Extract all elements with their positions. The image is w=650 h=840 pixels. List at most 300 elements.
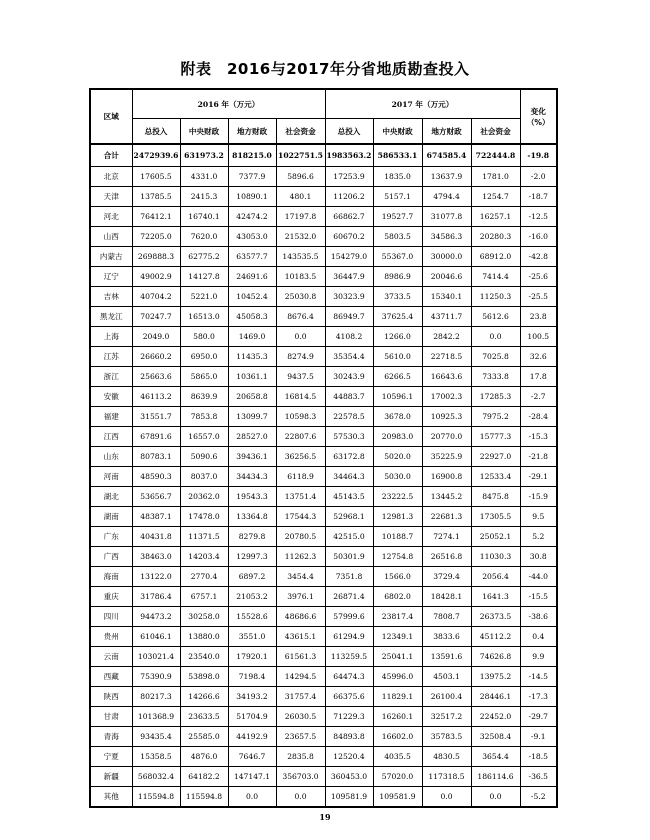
table-cell: 25030.8	[276, 287, 325, 307]
table-cell: 66375.6	[325, 687, 373, 707]
table-cell: 10183.5	[276, 267, 325, 287]
region-name: 吉林	[90, 287, 132, 307]
table-cell: 7975.2	[471, 407, 520, 427]
table-cell: -28.4	[520, 407, 557, 427]
table-cell: 26516.8	[422, 547, 471, 567]
table-cell: 1022751.5	[276, 144, 325, 167]
table-cell: 356703.0	[276, 767, 325, 787]
table-cell: 32517.2	[422, 707, 471, 727]
table-row	[90, 727, 557, 747]
table-cell: 30323.9	[325, 287, 373, 307]
table-cell: 7351.8	[325, 567, 373, 587]
table-cell: 13099.7	[228, 407, 276, 427]
table-cell: 23633.5	[180, 707, 228, 727]
table-cell: -12.5	[520, 207, 557, 227]
region-name: 贵州	[90, 627, 132, 647]
table-cell: 10188.7	[373, 527, 422, 547]
table-cell: 30.8	[520, 547, 557, 567]
table-cell: 4794.4	[422, 187, 471, 207]
region-name: 西藏	[90, 667, 132, 687]
table-cell: 8475.8	[471, 487, 520, 507]
table-cell: 8986.9	[373, 267, 422, 287]
table-cell: 66862.7	[325, 207, 373, 227]
table-cell: 53656.7	[132, 487, 180, 507]
table-cell: 15777.3	[471, 427, 520, 447]
region-name: 上海	[90, 327, 132, 347]
table-cell: 48387.1	[132, 507, 180, 527]
table-row	[90, 327, 557, 347]
table-cell: 22578.5	[325, 407, 373, 427]
table-cell: 31077.8	[422, 207, 471, 227]
table-cell: -25.6	[520, 267, 557, 287]
table-row	[90, 307, 557, 327]
table-cell: 26100.4	[422, 687, 471, 707]
region-name: 湖南	[90, 507, 132, 527]
table-cell: 16643.6	[422, 367, 471, 387]
table-cell: 0.0	[471, 327, 520, 347]
region-name: 山东	[90, 447, 132, 467]
table-cell: 48590.3	[132, 467, 180, 487]
table-cell: -18.5	[520, 747, 557, 767]
region-name: 重庆	[90, 587, 132, 607]
year-2017-header: 2017 年（万元）	[325, 89, 520, 119]
region-name: 河北	[90, 207, 132, 227]
table-cell: 16557.0	[180, 427, 228, 447]
table-cell: 722444.8	[471, 144, 520, 167]
table-cell: 30000.0	[422, 247, 471, 267]
table-cell: 7646.7	[228, 747, 276, 767]
table-cell: 17285.3	[471, 387, 520, 407]
table-cell: 1566.0	[373, 567, 422, 587]
region-name: 浙江	[90, 367, 132, 387]
table-cell: 3678.0	[373, 407, 422, 427]
table-cell: 25585.0	[180, 727, 228, 747]
table-cell: 20770.0	[422, 427, 471, 447]
table-cell: 4503.1	[422, 667, 471, 687]
table-cell: 28527.0	[228, 427, 276, 447]
table-cell: 5865.0	[180, 367, 228, 387]
table-cell: 2842.2	[422, 327, 471, 347]
table-row	[90, 627, 557, 647]
table-cell: -42.8	[520, 247, 557, 267]
table-cell: 32508.4	[471, 727, 520, 747]
table-row	[90, 527, 557, 547]
table-cell: 480.1	[276, 187, 325, 207]
table-cell: 43615.1	[276, 627, 325, 647]
table-cell: 113259.5	[325, 647, 373, 667]
region-name: 湖北	[90, 487, 132, 507]
table-row	[90, 207, 557, 227]
table-cell: 14294.5	[276, 667, 325, 687]
table-cell: 11030.3	[471, 547, 520, 567]
table-row	[90, 227, 557, 247]
col-header: 中央财政	[180, 119, 228, 145]
table-cell: 71229.3	[325, 707, 373, 727]
table-row	[90, 427, 557, 447]
table-cell: 5610.0	[373, 347, 422, 367]
table-cell: 3454.4	[276, 567, 325, 587]
table-cell: 8037.0	[180, 467, 228, 487]
region-name: 黑龙江	[90, 307, 132, 327]
table-cell: 45996.0	[373, 667, 422, 687]
table-cell: 43711.7	[422, 307, 471, 327]
table-row	[90, 267, 557, 287]
table-cell: 34464.3	[325, 467, 373, 487]
table-cell: 31786.4	[132, 587, 180, 607]
table-cell: 18428.1	[422, 587, 471, 607]
table-cell: 45143.5	[325, 487, 373, 507]
table-cell: 2056.4	[471, 567, 520, 587]
table-cell: 44192.9	[228, 727, 276, 747]
table-cell: 1641.3	[471, 587, 520, 607]
table-cell: 20780.5	[276, 527, 325, 547]
table-cell: 62775.2	[180, 247, 228, 267]
table-cell: 11206.2	[325, 187, 373, 207]
table-cell: 22452.0	[471, 707, 520, 727]
table-cell: 19543.3	[228, 487, 276, 507]
table-cell: 0.0	[422, 787, 471, 808]
table-cell: 17002.3	[422, 387, 471, 407]
table-cell: 568032.4	[132, 767, 180, 787]
table-cell: 64474.3	[325, 667, 373, 687]
region-name: 广东	[90, 527, 132, 547]
region-name: 内蒙古	[90, 247, 132, 267]
table-cell: 8676.4	[276, 307, 325, 327]
table-cell: 6802.0	[373, 587, 422, 607]
table-row	[90, 367, 557, 387]
table-cell: 10596.1	[373, 387, 422, 407]
table-cell: 21532.0	[276, 227, 325, 247]
table-cell: 26660.2	[132, 347, 180, 367]
table-cell: 16900.8	[422, 467, 471, 487]
table-cell: 39436.1	[228, 447, 276, 467]
region-name: 其他	[90, 787, 132, 808]
table-cell: 4035.5	[373, 747, 422, 767]
table-cell: 84893.8	[325, 727, 373, 747]
table-cell: 45112.2	[471, 627, 520, 647]
table-cell: 109581.9	[373, 787, 422, 808]
table-cell: 61561.3	[276, 647, 325, 667]
table-cell: 818215.0	[228, 144, 276, 167]
region-name: 甘肃	[90, 707, 132, 727]
table-cell: 17.8	[520, 367, 557, 387]
table-cell: 3833.6	[422, 627, 471, 647]
table-cell: 12520.4	[325, 747, 373, 767]
table-cell: 6266.5	[373, 367, 422, 387]
table-cell: 11250.3	[471, 287, 520, 307]
table-cell: 30243.9	[325, 367, 373, 387]
table-cell: 36447.9	[325, 267, 373, 287]
table-cell: 76412.1	[132, 207, 180, 227]
change-header-unit: （%）	[526, 117, 550, 127]
table-cell: 86949.7	[325, 307, 373, 327]
table-cell: 24691.6	[228, 267, 276, 287]
table-cell: 55367.0	[373, 247, 422, 267]
table-cell: -36.5	[520, 767, 557, 787]
table-cell: 43053.0	[228, 227, 276, 247]
table-cell: 0.0	[228, 787, 276, 808]
table-cell: 26373.5	[471, 607, 520, 627]
table-cell: 13975.2	[471, 667, 520, 687]
table-cell: 674585.4	[422, 144, 471, 167]
table-row	[90, 687, 557, 707]
table-cell: 20046.6	[422, 267, 471, 287]
table-cell: -29.1	[520, 467, 557, 487]
table-cell: 74626.8	[471, 647, 520, 667]
table-cell: 30258.0	[180, 607, 228, 627]
table-cell: 4830.5	[422, 747, 471, 767]
region-name: 江西	[90, 427, 132, 447]
geology-investment-table	[89, 88, 558, 808]
table-cell: 35354.4	[325, 347, 373, 367]
table-cell: 5157.1	[373, 187, 422, 207]
region-name: 辽宁	[90, 267, 132, 287]
table-cell: 11262.3	[276, 547, 325, 567]
table-cell: 19527.7	[373, 207, 422, 227]
table-row	[90, 467, 557, 487]
table-cell: 6757.1	[180, 587, 228, 607]
table-cell: 10361.1	[228, 367, 276, 387]
table-cell: 38463.0	[132, 547, 180, 567]
table-cell: 5020.0	[373, 447, 422, 467]
table-cell: 4876.0	[180, 747, 228, 767]
region-name: 江苏	[90, 347, 132, 367]
table-cell: 269888.3	[132, 247, 180, 267]
table-cell: 6118.9	[276, 467, 325, 487]
table-cell: 2835.8	[276, 747, 325, 767]
table-cell: 3654.4	[471, 747, 520, 767]
table-cell: 5090.6	[180, 447, 228, 467]
table-cell: 16740.1	[180, 207, 228, 227]
table-cell: 100.5	[520, 327, 557, 347]
table-cell: -16.0	[520, 227, 557, 247]
table-cell: -2.0	[520, 167, 557, 187]
table-cell: 16814.5	[276, 387, 325, 407]
table-row	[90, 607, 557, 627]
table-cell: 186114.6	[471, 767, 520, 787]
table-cell: 7377.9	[228, 167, 276, 187]
table-cell: 60670.2	[325, 227, 373, 247]
col-header: 地方财政	[228, 119, 276, 145]
table-cell: 25052.1	[471, 527, 520, 547]
table-cell: 1266.0	[373, 327, 422, 347]
table-cell: 21053.2	[228, 587, 276, 607]
table-cell: 7853.8	[180, 407, 228, 427]
table-cell: 12533.4	[471, 467, 520, 487]
table-row	[90, 447, 557, 467]
table-cell: 28446.1	[471, 687, 520, 707]
table-cell: 22681.3	[422, 507, 471, 527]
change-header-label: 变化	[530, 106, 546, 116]
table-cell: 61294.9	[325, 627, 373, 647]
table-cell: -21.8	[520, 447, 557, 467]
table-cell: 117318.5	[422, 767, 471, 787]
table-row	[90, 647, 557, 667]
table-cell: 1254.7	[471, 187, 520, 207]
table-cell: -44.0	[520, 567, 557, 587]
table-cell: 61046.1	[132, 627, 180, 647]
table-cell: 4108.2	[325, 327, 373, 347]
table-cell: 10452.4	[228, 287, 276, 307]
table-cell: 13591.6	[422, 647, 471, 667]
change-header	[520, 89, 557, 144]
table-cell: 115594.8	[180, 787, 228, 808]
table-cell: 2770.4	[180, 567, 228, 587]
table-cell: -5.2	[520, 787, 557, 808]
table-cell: 22927.0	[471, 447, 520, 467]
table-cell: 13751.4	[276, 487, 325, 507]
table-cell: 103021.4	[132, 647, 180, 667]
region-name: 青海	[90, 727, 132, 747]
table-cell: 67891.6	[132, 427, 180, 447]
table-cell: 70247.7	[132, 307, 180, 327]
table-row	[90, 487, 557, 507]
table-cell: 154279.0	[325, 247, 373, 267]
region-name: 福建	[90, 407, 132, 427]
table-cell: 14266.6	[180, 687, 228, 707]
table-cell: 64182.2	[180, 767, 228, 787]
table-cell: 16257.1	[471, 207, 520, 227]
table-cell: -19.8	[520, 144, 557, 167]
table-cell: 13122.0	[132, 567, 180, 587]
table-row	[90, 767, 557, 787]
region-name: 海南	[90, 567, 132, 587]
table-cell: 0.0	[276, 327, 325, 347]
table-cell: 44883.7	[325, 387, 373, 407]
total-label: 合计	[90, 144, 132, 167]
region-name: 天津	[90, 187, 132, 207]
table-row	[90, 747, 557, 767]
table-cell: 31551.7	[132, 407, 180, 427]
table-cell: 2049.0	[132, 327, 180, 347]
table-cell: 6897.2	[228, 567, 276, 587]
table-cell: 15528.6	[228, 607, 276, 627]
table-cell: 35783.5	[422, 727, 471, 747]
table-cell: 17253.9	[325, 167, 373, 187]
table-cell: 2415.3	[180, 187, 228, 207]
table-cell: 13785.5	[132, 187, 180, 207]
table-cell: 580.0	[180, 327, 228, 347]
table-cell: 26030.5	[276, 707, 325, 727]
table-row	[90, 387, 557, 407]
table-cell: 52968.1	[325, 507, 373, 527]
table-cell: -18.7	[520, 187, 557, 207]
table-cell: 0.0	[276, 787, 325, 808]
table-cell: 7274.1	[422, 527, 471, 547]
region-header: 区域	[90, 89, 132, 144]
table-cell: 9437.5	[276, 367, 325, 387]
table-cell: 0.0	[471, 787, 520, 808]
table-cell: 45058.3	[228, 307, 276, 327]
year-2016-header: 2016 年（万元）	[132, 89, 325, 119]
table-row	[90, 407, 557, 427]
region-name: 广西	[90, 547, 132, 567]
table-cell: 20983.0	[373, 427, 422, 447]
table-cell: 23540.0	[180, 647, 228, 667]
table-cell: 5.2	[520, 527, 557, 547]
table-cell: 101368.9	[132, 707, 180, 727]
col-header: 地方财政	[422, 119, 471, 145]
table-cell: 3733.5	[373, 287, 422, 307]
col-header: 总投入	[132, 119, 180, 145]
table-cell: 17605.5	[132, 167, 180, 187]
table-cell: 12981.3	[373, 507, 422, 527]
table-cell: 3551.0	[228, 627, 276, 647]
col-header: 中央财政	[373, 119, 422, 145]
table-cell: -15.5	[520, 587, 557, 607]
table-cell: 34193.2	[228, 687, 276, 707]
table-cell: 93435.4	[132, 727, 180, 747]
table-cell: -25.5	[520, 287, 557, 307]
table-cell: 14203.4	[180, 547, 228, 567]
table-cell: 32.6	[520, 347, 557, 367]
table-cell: 23.8	[520, 307, 557, 327]
table-cell: 7620.0	[180, 227, 228, 247]
table-cell: 586533.1	[373, 144, 422, 167]
table-row	[90, 787, 557, 808]
table-cell: 22807.6	[276, 427, 325, 447]
table-cell: 11435.3	[228, 347, 276, 367]
table-cell: 4331.0	[180, 167, 228, 187]
table-cell: 5221.0	[180, 287, 228, 307]
table-cell: 63577.7	[228, 247, 276, 267]
table-cell: 14127.8	[180, 267, 228, 287]
table-cell: 42474.2	[228, 207, 276, 227]
table-cell: 1983563.2	[325, 144, 373, 167]
table-cell: 31757.4	[276, 687, 325, 707]
table-cell: 115594.8	[132, 787, 180, 808]
table-cell: 7333.8	[471, 367, 520, 387]
table-cell: -14.5	[520, 667, 557, 687]
table-cell: 147147.1	[228, 767, 276, 787]
table-row	[90, 707, 557, 727]
table-cell: 17197.8	[276, 207, 325, 227]
col-header: 社会资金	[276, 119, 325, 145]
table-cell: 34434.3	[228, 467, 276, 487]
table-cell: 75390.9	[132, 667, 180, 687]
table-cell: 13445.2	[422, 487, 471, 507]
table-cell: 0.4	[520, 627, 557, 647]
table-cell: 94473.2	[132, 607, 180, 627]
table-cell: 23222.5	[373, 487, 422, 507]
table-cell: 16602.0	[373, 727, 422, 747]
table-cell: -17.3	[520, 687, 557, 707]
region-name: 陕西	[90, 687, 132, 707]
table-cell: 1469.0	[228, 327, 276, 347]
table-cell: 23817.4	[373, 607, 422, 627]
table-cell: 16513.0	[180, 307, 228, 327]
table-cell: 631973.2	[180, 144, 228, 167]
table-cell: -29.7	[520, 707, 557, 727]
table-cell: -15.9	[520, 487, 557, 507]
col-header: 社会资金	[471, 119, 520, 145]
table-cell: 48686.6	[276, 607, 325, 627]
page-title: 附表 2016与2017年分省地质勘查投入	[180, 60, 470, 78]
table-cell: 20280.3	[471, 227, 520, 247]
table-cell: 16260.1	[373, 707, 422, 727]
table-cell: 36256.5	[276, 447, 325, 467]
table-cell: 1835.0	[373, 167, 422, 187]
table-row	[90, 347, 557, 367]
table-row	[90, 547, 557, 567]
table-cell: 8279.8	[228, 527, 276, 547]
table-row	[90, 167, 557, 187]
table-cell: 80217.3	[132, 687, 180, 707]
table-cell: 7808.7	[422, 607, 471, 627]
table-cell: -9.1	[520, 727, 557, 747]
table-cell: 80783.1	[132, 447, 180, 467]
region-name: 宁夏	[90, 747, 132, 767]
